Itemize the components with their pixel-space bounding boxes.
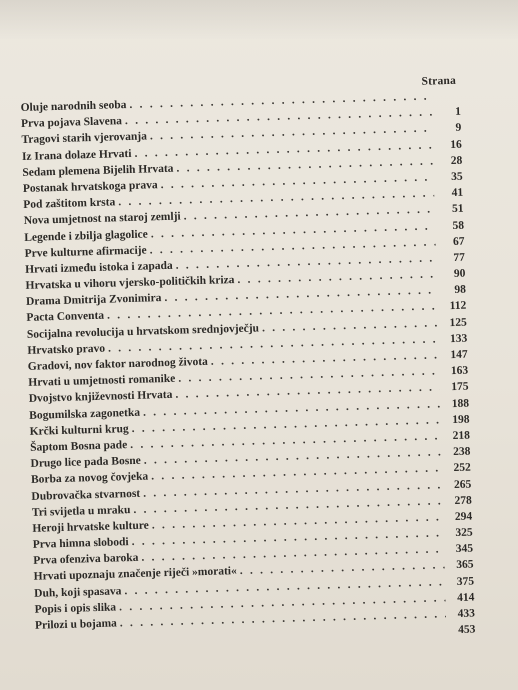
toc-entry-page: 188 bbox=[451, 397, 470, 410]
toc-entry-page: 252 bbox=[453, 461, 472, 475]
toc-entry-page: 375 bbox=[456, 575, 475, 588]
table-of-contents bbox=[20, 74, 476, 650]
toc-entry-page: 51 bbox=[451, 202, 464, 216]
toc-entry-title: Tragovi starih vjerovanja bbox=[21, 130, 148, 147]
toc-entry-page: 125 bbox=[449, 316, 467, 329]
toc-entry-title: Prva ofenziva baroka bbox=[33, 552, 139, 568]
toc-entry-title: Postanak hrvatskoga prava bbox=[22, 179, 158, 195]
toc-entry-page: 365 bbox=[456, 558, 474, 572]
toc-entry-title: Prve kulturne afirmacije bbox=[24, 244, 147, 260]
toc-entry-title: Heroji hrvatske kulture bbox=[32, 519, 149, 535]
toc-entry-page: 294 bbox=[454, 510, 473, 523]
toc-entry-title: Hrvatska u vihoru vjersko-političkih kriza bbox=[25, 274, 235, 292]
toc-entry-page: 112 bbox=[449, 300, 467, 313]
toc-entry-page: 58 bbox=[452, 219, 465, 232]
page-shadow bbox=[0, 0, 518, 40]
toc-entries bbox=[20, 88, 475, 650]
toc-entry-page: 9 bbox=[455, 122, 462, 135]
toc-entry-page: 453 bbox=[457, 623, 476, 637]
toc-entry-page: 147 bbox=[450, 348, 468, 362]
toc-entry-title: Drugo lice pada Bosne bbox=[30, 454, 141, 470]
toc-entry-title: Prilozi u bojama bbox=[34, 617, 117, 632]
toc-entry-title: Iz Irana dolaze Hrvati bbox=[21, 147, 132, 163]
toc-entry-title: Nova umjetnost na staroj zemlji bbox=[23, 210, 181, 228]
toc-entry-page: 98 bbox=[454, 283, 467, 297]
page-column-label: Strana bbox=[421, 74, 457, 88]
toc-entry-title: Pod zaštitom krsta bbox=[23, 196, 116, 212]
toc-entry-title: Drama Dmitrija Zvonimira bbox=[25, 292, 162, 309]
toc-entry-page: 163 bbox=[450, 364, 469, 378]
toc-entry-page: 28 bbox=[450, 154, 463, 167]
toc-entry-title: Hrvati u umjetnosti romanike bbox=[28, 372, 176, 390]
toc-entry-page: 198 bbox=[452, 413, 470, 426]
toc-entry-title: Prva pojava Slavena bbox=[20, 115, 123, 131]
toc-entry-title: Tri svijetla u mraku bbox=[31, 503, 131, 519]
toc-entry-title: Duh, koji spasava bbox=[34, 584, 122, 600]
toc-entry-title: Hrvati između istoka i zapada bbox=[24, 259, 173, 276]
toc-entry-page: 1 bbox=[454, 105, 462, 119]
toc-entry-title: Socijalna revolucija u hrvatskom srednjovječju bbox=[26, 322, 260, 341]
toc-entry-page: 325 bbox=[455, 526, 473, 540]
toc-entry-page: 90 bbox=[453, 267, 466, 281]
toc-entry-title: Popis i opis slika bbox=[34, 601, 117, 616]
toc-entry-title: Krčki kulturni krug bbox=[29, 422, 129, 438]
toc-entry-page: 67 bbox=[452, 235, 465, 248]
toc-entry-page: 278 bbox=[454, 494, 472, 507]
toc-entry-title: Šaptom Bosna pade bbox=[29, 439, 128, 454]
toc-entry-page: 35 bbox=[451, 170, 463, 183]
toc-entry-page: 265 bbox=[453, 478, 472, 491]
toc-entry-title: Hrvati upoznaju značenje riječi »morati« bbox=[33, 565, 237, 584]
toc-entry-page: 175 bbox=[451, 380, 469, 394]
toc-entry-title: Borba za novog čovjeka bbox=[30, 470, 149, 487]
toc-entry-page: 414 bbox=[457, 591, 475, 604]
toc-entry-title: Legende i zbilja glagolice bbox=[24, 227, 148, 244]
toc-entry-title: Dubrovačka stvarnost bbox=[31, 487, 141, 503]
toc-entry-title: Oluje narodnih seoba bbox=[20, 99, 127, 114]
toc-entry-title: Pacta Conventa bbox=[26, 310, 105, 325]
toc-entry-page: 345 bbox=[455, 542, 474, 556]
toc-entry-page: 218 bbox=[452, 429, 471, 442]
toc-entry-page: 16 bbox=[450, 138, 462, 151]
toc-entry-title: Gradovi, nov faktor narodnog života bbox=[27, 355, 209, 373]
toc-entry-title: Sedam plemena Bijelih Hrvata bbox=[22, 162, 174, 179]
toc-entry-page: 238 bbox=[452, 445, 471, 459]
toc-entry-page: 433 bbox=[457, 607, 476, 620]
toc-entry-page: 133 bbox=[449, 332, 468, 345]
toc-entry-page bbox=[435, 99, 461, 100]
toc-entry-page: 77 bbox=[453, 251, 466, 264]
toc-entry-title: Prva himna slobodi bbox=[32, 536, 129, 551]
toc-entry-title: Dvojstvo književnosti Hrvata bbox=[28, 389, 173, 406]
toc-entry-page: 41 bbox=[451, 186, 464, 200]
toc-entry-title: Hrvatsko pravo bbox=[27, 342, 106, 357]
toc-entry-title: Bogumilska zagonetka bbox=[29, 406, 141, 422]
